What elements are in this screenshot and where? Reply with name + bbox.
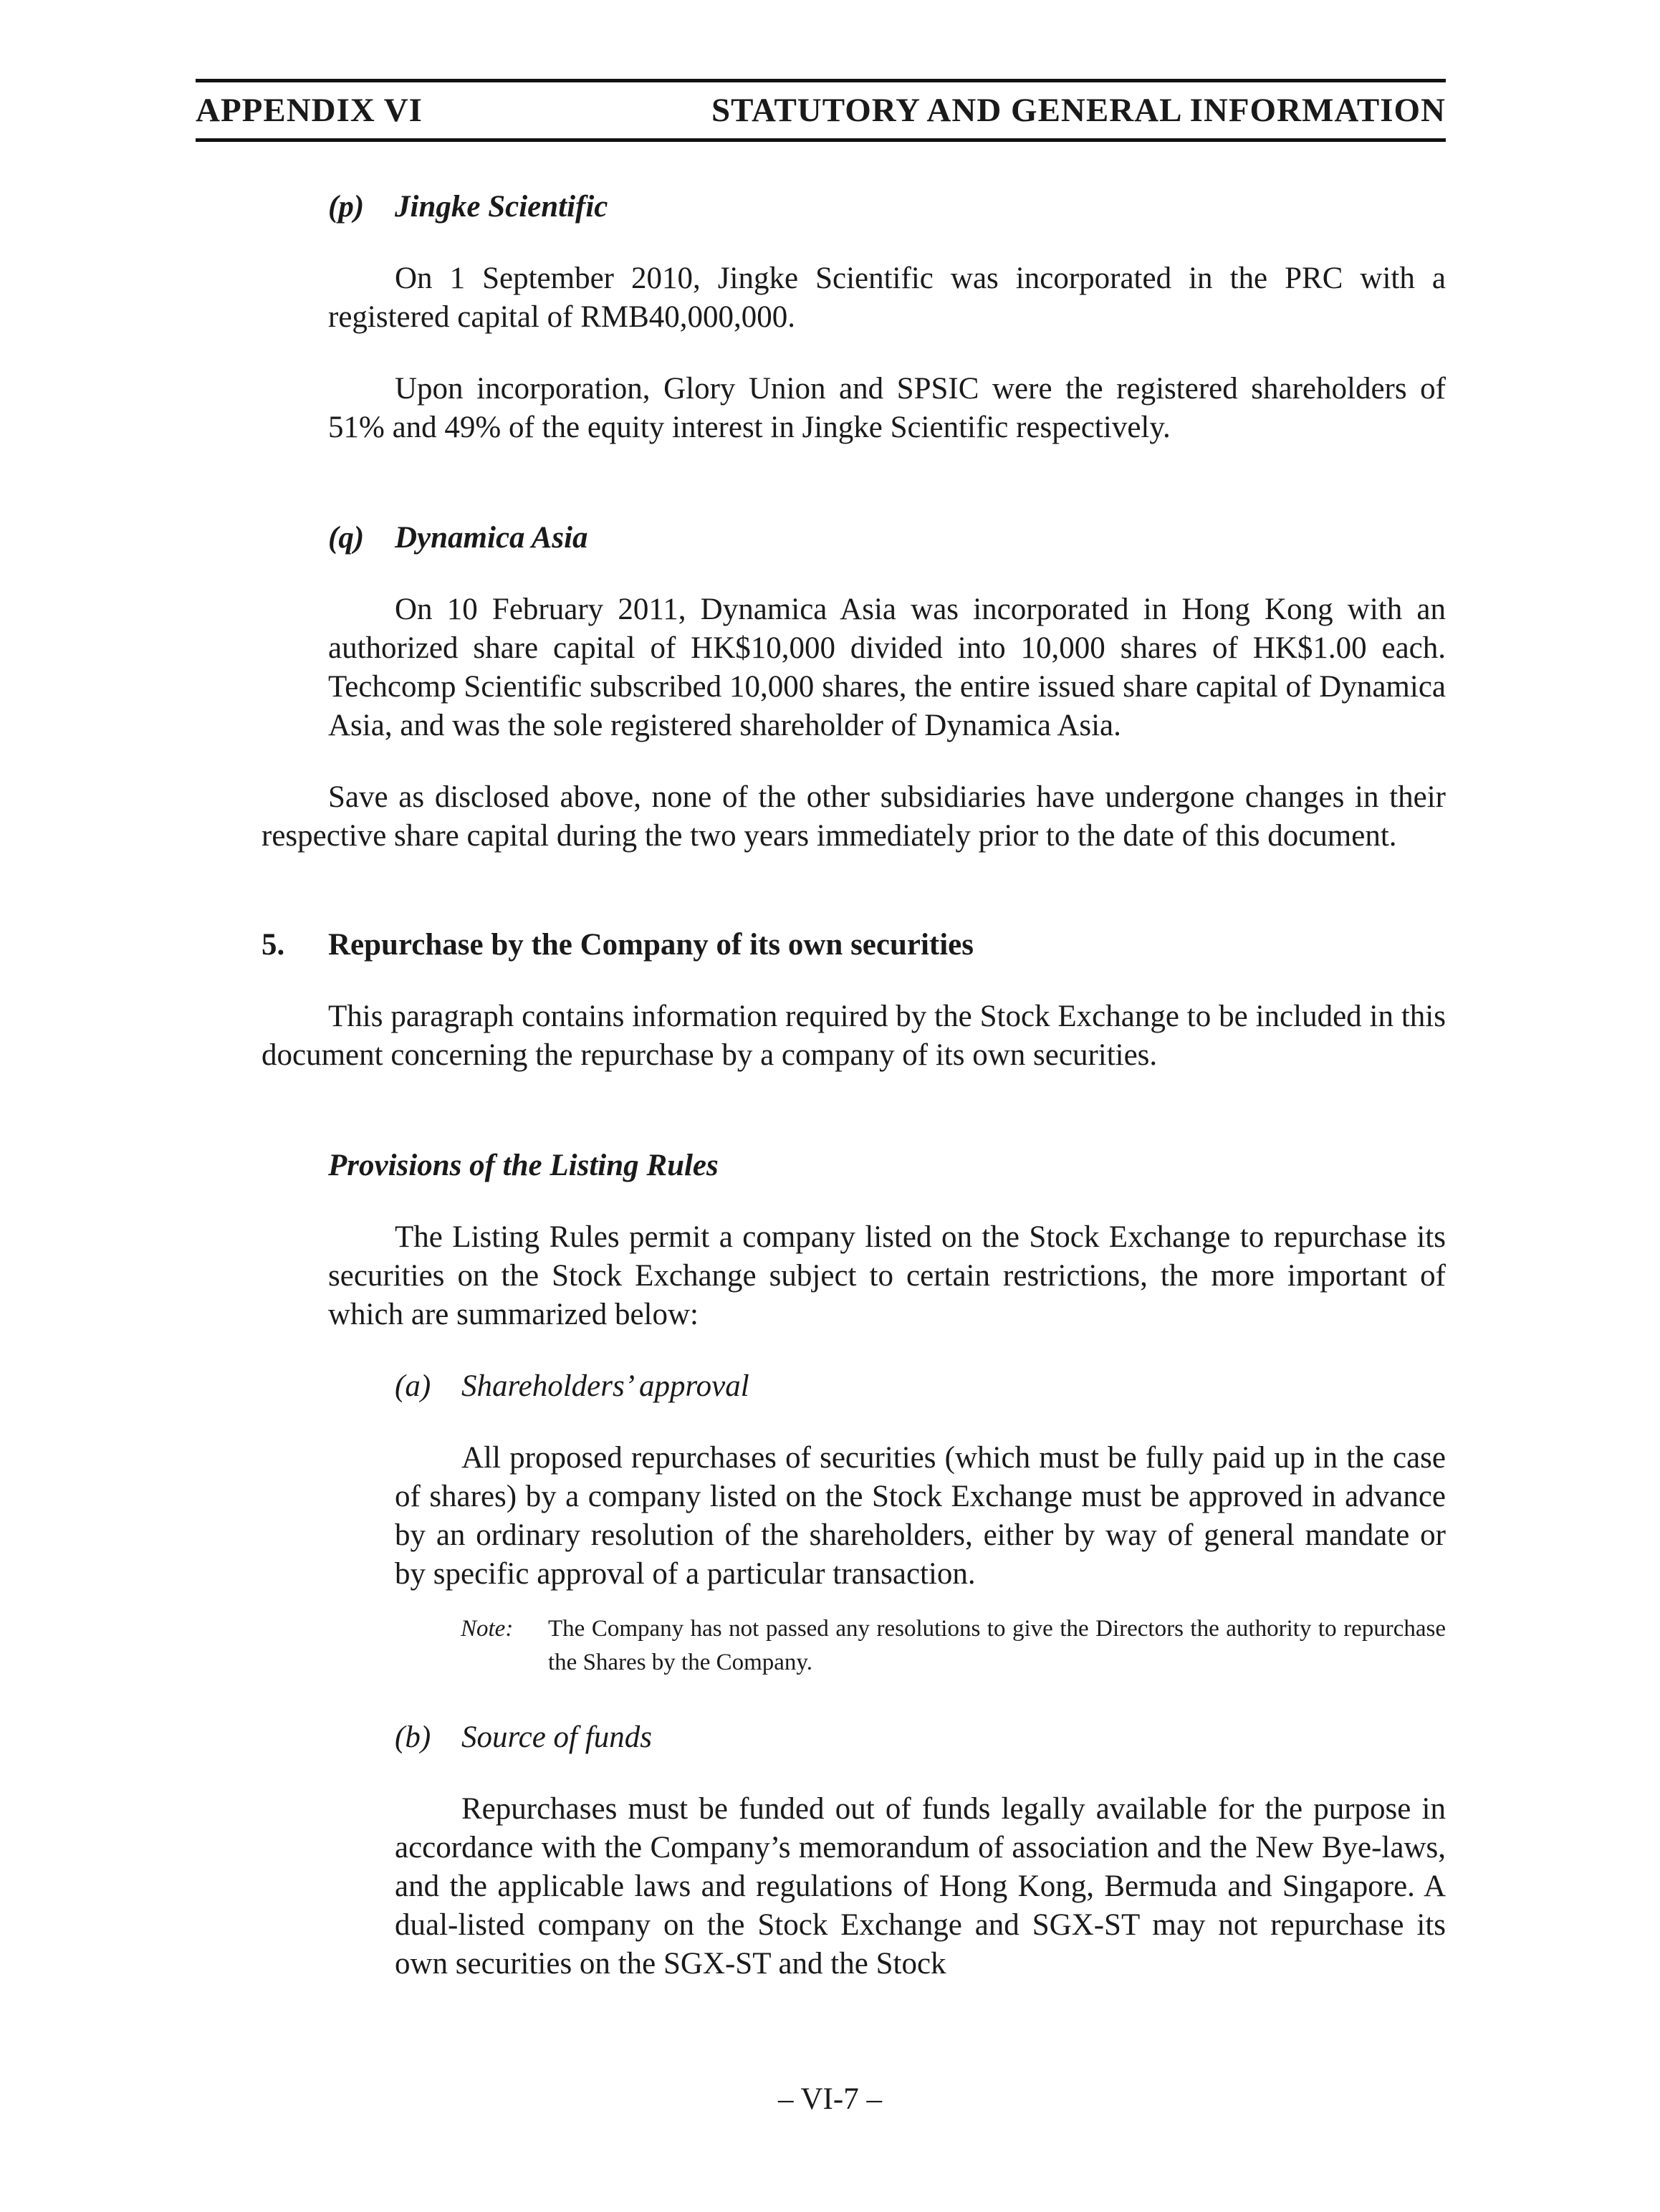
page-number: – VI-7 – (778, 2082, 882, 2116)
subsection-title: Shareholders’ approval (461, 1369, 749, 1403)
section-title: Repurchase by the Company of its own securities (328, 928, 974, 962)
section-number: 5. (262, 928, 285, 962)
header-top-rule (196, 79, 1446, 82)
subsection-label: (p) (328, 190, 365, 224)
section-heading-5 (262, 926, 1446, 964)
subsection-heading-q (328, 519, 1446, 557)
subsection-heading-provisions: Provisions of the Listing Rules (328, 1149, 719, 1182)
subsection-label: (b) (395, 1720, 431, 1754)
paragraph: The Listing Rules permit a company listed on the Stock Exchange to repurchase its securities on the Stock Exchange subject to certain restrictions, the more important of which are summarized below: (328, 1220, 1446, 1331)
subsection-label: (q) (328, 521, 365, 555)
subsection-title: Dynamica Asia (395, 521, 588, 555)
paragraph: On 1 September 2010, Jingke Scientific was incorporated in the PRC with a registered capital of RMB40,000,000. (328, 262, 1446, 334)
page-header (196, 89, 1446, 132)
note-label: Note: (461, 1616, 514, 1642)
header-section-title: STATUTORY AND GENERAL INFORMATION (711, 92, 1446, 129)
subsection-heading-p (328, 188, 1446, 226)
paragraph: On 10 February 2011, Dynamica Asia was incorporated in Hong Kong with an authorized share capital of HK$10,000 divided into 10,000 shares of HK$1.00 each. Techcomp Scientific subscribed 10,000 shares, the entire issued share capital of Dynamica Asia, and was the sole registered shareholder of Dynamica Asia. (328, 593, 1446, 742)
paragraph: This paragraph contains information required by the Stock Exchange to be included in this document concerning the repurchase by a company of its own securities. (262, 1000, 1446, 1072)
subsection-title: Source of funds (461, 1720, 652, 1754)
paragraph: Save as disclosed above, none of the other subsidiaries have undergone changes in their respective share capital during the two years immediately prior to the date of this document. (262, 780, 1446, 853)
subsection-heading-b (395, 1718, 1446, 1757)
note (461, 1612, 1446, 1684)
paragraph: Repurchases must be funded out of funds legally available for the purpose in accordance with the Company’s memorandum of association and the New Bye-laws, and the applicable laws and regulations of Hong Kong, Bermuda and Singapore. A dual-listed company on the Stock Exchange and SGX-ST may not repurchase its own securities on the SGX-ST and the Stock (395, 1792, 1446, 1981)
paragraph: All proposed repurchases of securities (which must be fully paid up in the case of shares) by a company listed on the Stock Exchange must be approved in advance by an ordinary resolution of the shareholders, either by way of general mandate or by specific approval of a particular transaction. (395, 1441, 1446, 1591)
note-text: The Company has not passed any resolutions to give the Directors the authority to repurchase the Shares by the Company. (548, 1616, 1446, 1675)
subsection-title: Jingke Scientific (395, 190, 608, 224)
header-bottom-rule (196, 138, 1446, 142)
subsection-heading-a (395, 1367, 1446, 1406)
paragraph: Upon incorporation, Glory Union and SPSIC were the registered shareholders of 51% and 49% of the equity interest in Jingke Scientific respectively. (328, 372, 1446, 444)
header-appendix-label: APPENDIX VI (196, 92, 423, 129)
subsection-label: (a) (395, 1369, 431, 1403)
